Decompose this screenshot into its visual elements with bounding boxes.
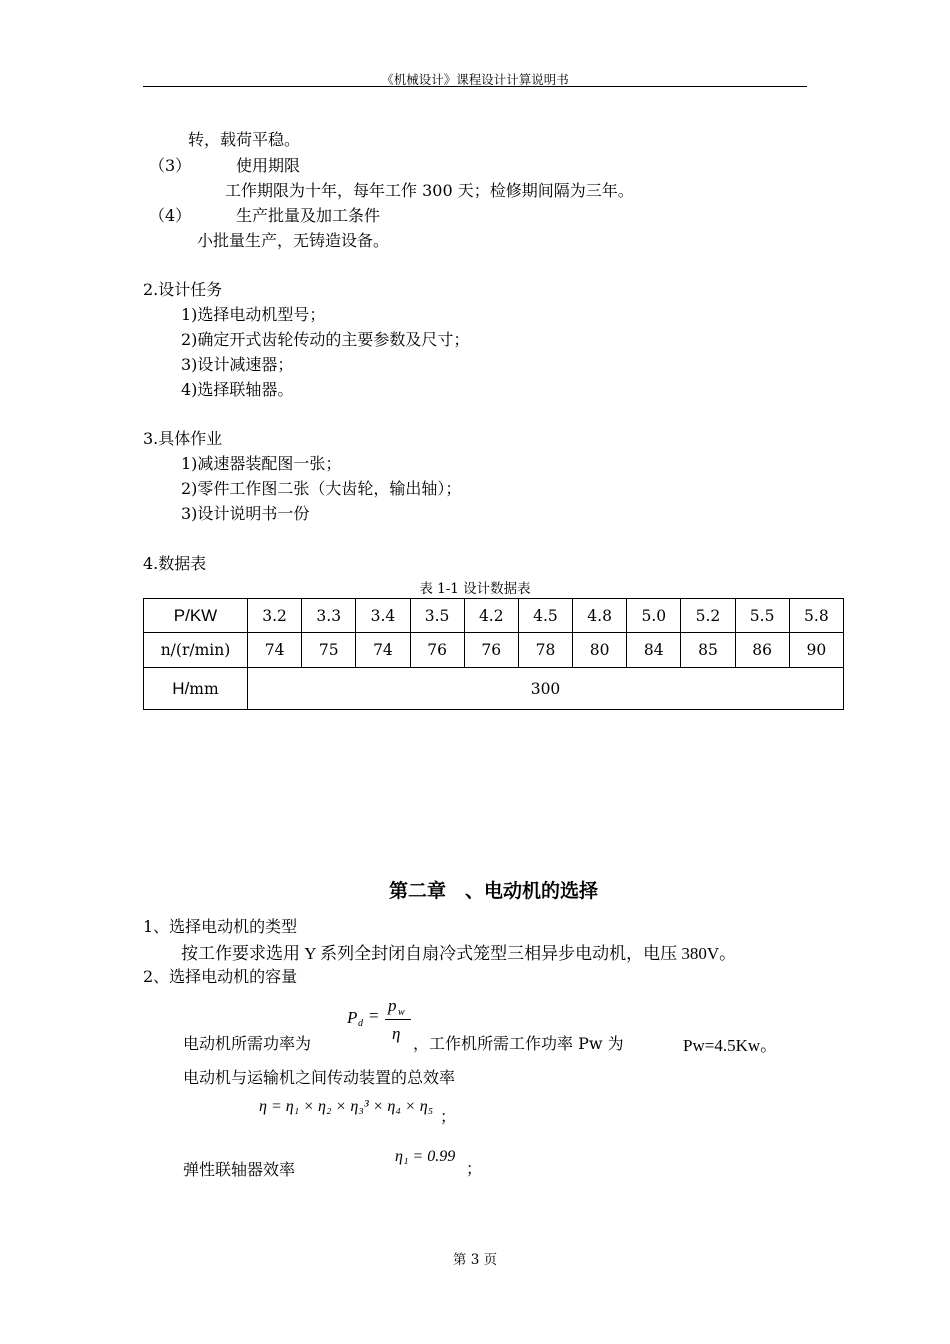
item3-number: （3） <box>149 156 192 175</box>
coupling-efficiency-label: 弹性联轴器效率 <box>183 1160 296 1179</box>
design-data-table <box>143 598 844 710</box>
formula-pd <box>347 998 417 1048</box>
speed-cell: 76 <box>410 633 464 668</box>
speed-cell: 85 <box>681 633 735 668</box>
formula-pd-eq: = <box>369 1006 379 1025</box>
section1-text: 按工作要求选用 Y 系列全封闭自扇冷式笼型三相异步电动机，电压 380V。 <box>181 944 737 963</box>
formula-pd-den: η <box>392 1024 401 1043</box>
formula-pd-lhs: P <box>347 1008 358 1027</box>
item4-label: 生产批量及加工条件 <box>236 206 381 225</box>
formula-pd-num-sub: w <box>398 1007 405 1018</box>
item4-text: 小批量生产，无铸造设备。 <box>197 231 390 250</box>
power-cell: 5.0 <box>627 599 681 633</box>
power-cell: 3.5 <box>410 599 464 633</box>
power-cell: 3.2 <box>248 599 302 633</box>
chapter-title: 第二章 、电动机的选择 <box>389 880 599 902</box>
task-item: 1)选择电动机型号； <box>181 305 326 324</box>
speed-cell: 75 <box>302 633 356 668</box>
table-row-speed <box>144 633 844 668</box>
header-rule <box>143 86 807 87</box>
speed-cell: 74 <box>356 633 410 668</box>
item3-label: 使用期限 <box>236 156 301 175</box>
power-cell: 4.5 <box>518 599 572 633</box>
item3-text: 工作期限为十年，每年工作 300 天；检修期间隔为三年。 <box>225 181 634 200</box>
task-item: 2)确定开式齿轮传动的主要参数及尺寸； <box>181 330 470 349</box>
power-cell: 5.8 <box>789 599 843 633</box>
condition-continued-text: 转，载荷平稳。 <box>188 130 301 149</box>
work-item: 1)减速器装配图一张； <box>181 454 342 473</box>
task-item: 4)选择联轴器。 <box>181 380 294 399</box>
power-value-text: Pw=4.5Kw。 <box>683 1036 778 1055</box>
speed-cell: 78 <box>518 633 572 668</box>
power-cell: 4.2 <box>464 599 518 633</box>
power-intro-text: 电动机所需功率为 <box>183 1034 312 1053</box>
work-item: 2)零件工作图二张（大齿轮，输出轴）； <box>181 479 462 498</box>
formula-pd-num: p <box>388 996 397 1015</box>
power-cell: 5.2 <box>681 599 735 633</box>
speed-cell: 86 <box>735 633 789 668</box>
speed-cell: 74 <box>248 633 302 668</box>
speed-cell: 80 <box>573 633 627 668</box>
row-label-height-prefix: H/ <box>172 678 190 698</box>
power-cell: 4.8 <box>573 599 627 633</box>
section2-heading: 2、选择电动机的容量 <box>143 967 298 986</box>
power-cell: 5.5 <box>735 599 789 633</box>
table-caption: 表 1-1 设计数据表 <box>419 581 531 597</box>
row-label-height-unit: mm <box>189 679 219 698</box>
tasks-heading: 2.设计任务 <box>143 280 223 299</box>
speed-cell: 84 <box>627 633 681 668</box>
table-row-height <box>144 668 844 710</box>
row-label-power: P/KW <box>144 599 248 633</box>
eta1-formula: η₁ = 0.99 <box>395 1148 456 1165</box>
power-cell: 3.4 <box>356 599 410 633</box>
fraction-bar <box>385 1019 411 1020</box>
eta-total-formula-tail: ； <box>440 1107 457 1126</box>
item4-number: （4） <box>149 206 192 225</box>
formula-pd-lhs-sub: d <box>358 1018 363 1029</box>
page-header-title: 《机械设计》课程设计计算说明书 <box>381 72 569 87</box>
row-label-speed: n/(r/min) <box>144 633 248 668</box>
power-mid-text: ，工作机所需工作功率 Pw 为 <box>413 1034 624 1053</box>
section1-heading: 1、选择电动机的类型 <box>143 917 298 936</box>
speed-cell: 90 <box>789 633 843 668</box>
datatable-heading: 4.数据表 <box>143 554 207 573</box>
eta-total-formula: η = η₁ × η₂ × η₃³ × η₄ × η₅ <box>259 1098 434 1115</box>
efficiency-text: 电动机与运输机之间传动装置的总效率 <box>183 1068 456 1087</box>
row-label-height <box>144 668 248 710</box>
work-item: 3)设计说明书一份 <box>181 504 310 523</box>
table-row-power <box>144 599 844 633</box>
page-number: 第 3 页 <box>452 1252 498 1268</box>
eta1-formula-tail: ； <box>466 1159 483 1178</box>
power-cell: 3.3 <box>302 599 356 633</box>
task-item: 3)设计减速器； <box>181 355 294 374</box>
speed-cell: 76 <box>464 633 518 668</box>
height-cell: 300 <box>248 668 844 710</box>
work-heading: 3.具体作业 <box>143 429 223 448</box>
